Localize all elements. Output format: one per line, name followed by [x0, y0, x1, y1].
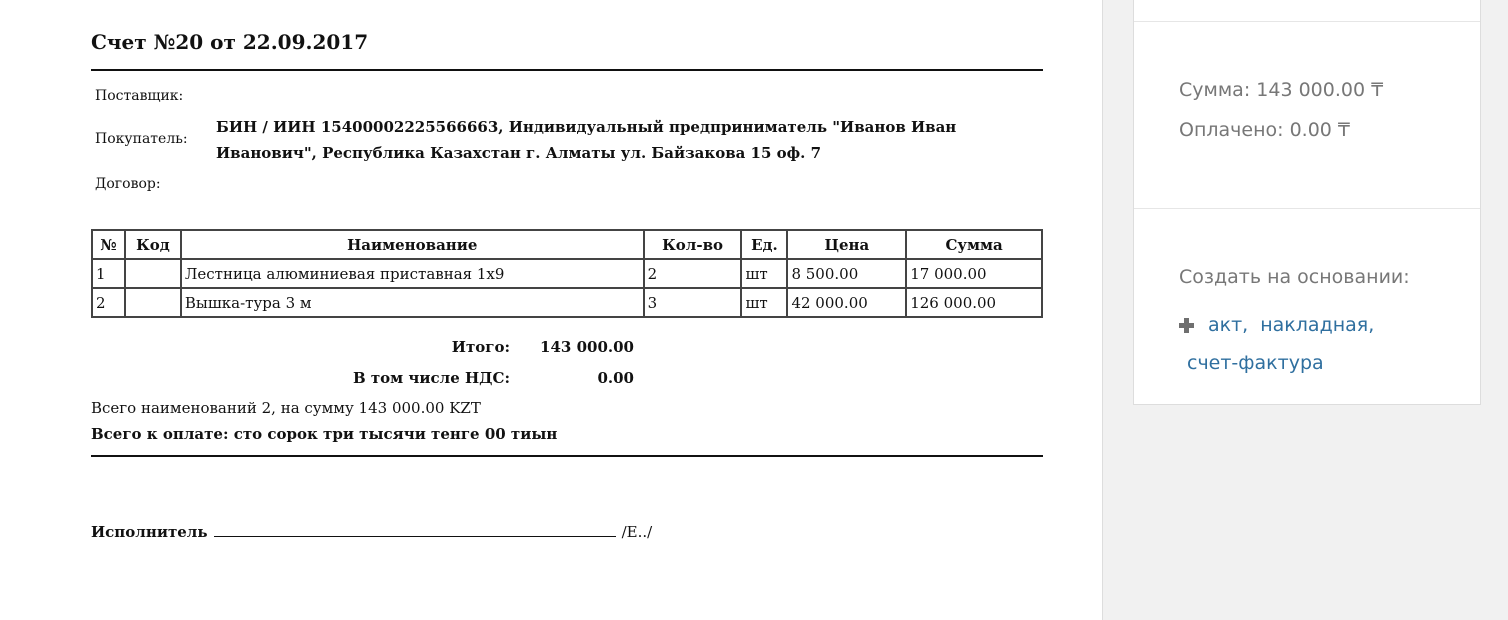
items-table: [91, 229, 1043, 318]
create-links-row-2: [1187, 352, 1324, 374]
cell-price: 42 000.00: [787, 288, 906, 317]
header-unit: Ед.: [741, 230, 787, 259]
header-sum: Сумма: [906, 230, 1042, 259]
total-value: 143 000.00: [540, 338, 634, 356]
buyer-label: Покупатель:: [95, 131, 188, 147]
header-code: Код: [125, 230, 181, 259]
cell-quantity: 3: [644, 288, 742, 317]
cell-number: 2: [92, 288, 125, 317]
card-divider-top: [1134, 21, 1480, 22]
cell-code: [125, 259, 181, 288]
create-links-row: [1179, 314, 1374, 336]
create-based-on-label: Создать на основании:: [1179, 266, 1410, 288]
cell-number: 1: [92, 259, 125, 288]
card-divider-middle: [1134, 208, 1480, 209]
header-quantity: Кол-во: [644, 230, 742, 259]
cell-quantity: 2: [644, 259, 742, 288]
plus-icon: [1179, 318, 1194, 333]
invoice-title: Счет №20 от 22.09.2017: [91, 30, 369, 54]
cell-name: Вышка-тура 3 м: [181, 288, 644, 317]
header-number: №: [92, 230, 125, 259]
contract-label: Договор:: [95, 176, 161, 192]
supplier-label: Поставщик:: [95, 88, 184, 104]
invoice-info-card: [1133, 0, 1481, 405]
create-tax-invoice-link[interactable]: счет-фактура: [1187, 352, 1324, 374]
signature-suffix: /Е../: [621, 523, 653, 541]
paid-text: Оплачено: 0.00 ₸: [1179, 119, 1350, 141]
vat-label: В том числе НДС:: [352, 369, 510, 387]
cell-price: 8 500.00: [787, 259, 906, 288]
table-row: [92, 259, 1042, 288]
create-act-link[interactable]: акт,: [1208, 314, 1249, 336]
sum-text: Сумма: 143 000.00 ₸: [1179, 79, 1384, 101]
summary-divider: [91, 455, 1043, 457]
signature-block: [91, 520, 652, 541]
cell-name: Лестница алюминиевая приставная 1х9: [181, 259, 644, 288]
header-name: Наименование: [181, 230, 644, 259]
cell-unit: шт: [741, 259, 787, 288]
signature-label: Исполнитель: [91, 523, 208, 541]
cell-sum: 126 000.00: [906, 288, 1042, 317]
signature-line: [214, 520, 616, 537]
create-waybill-link[interactable]: накладная,: [1260, 314, 1375, 336]
table-row: [92, 288, 1042, 317]
table-header-row: [92, 230, 1042, 259]
cell-sum: 17 000.00: [906, 259, 1042, 288]
header-price: Цена: [787, 230, 906, 259]
cell-code: [125, 288, 181, 317]
total-label: Итого:: [451, 338, 510, 356]
cell-unit: шт: [741, 288, 787, 317]
buyer-value: БИН / ИИН 15400002225566663, Индивидуальный предприниматель "Иванов Иван Иванович", Республика Казахстан г. Алматы ул. Байзакова 15 оф. 7: [216, 118, 957, 162]
vat-value: 0.00: [597, 369, 634, 387]
amount-in-words: Всего к оплате: сто сорок три тысячи тенге 00 тиын: [91, 425, 558, 443]
title-divider: [91, 69, 1043, 71]
items-count-summary: Всего наименований 2, на сумму 143 000.00 KZT: [91, 399, 481, 417]
